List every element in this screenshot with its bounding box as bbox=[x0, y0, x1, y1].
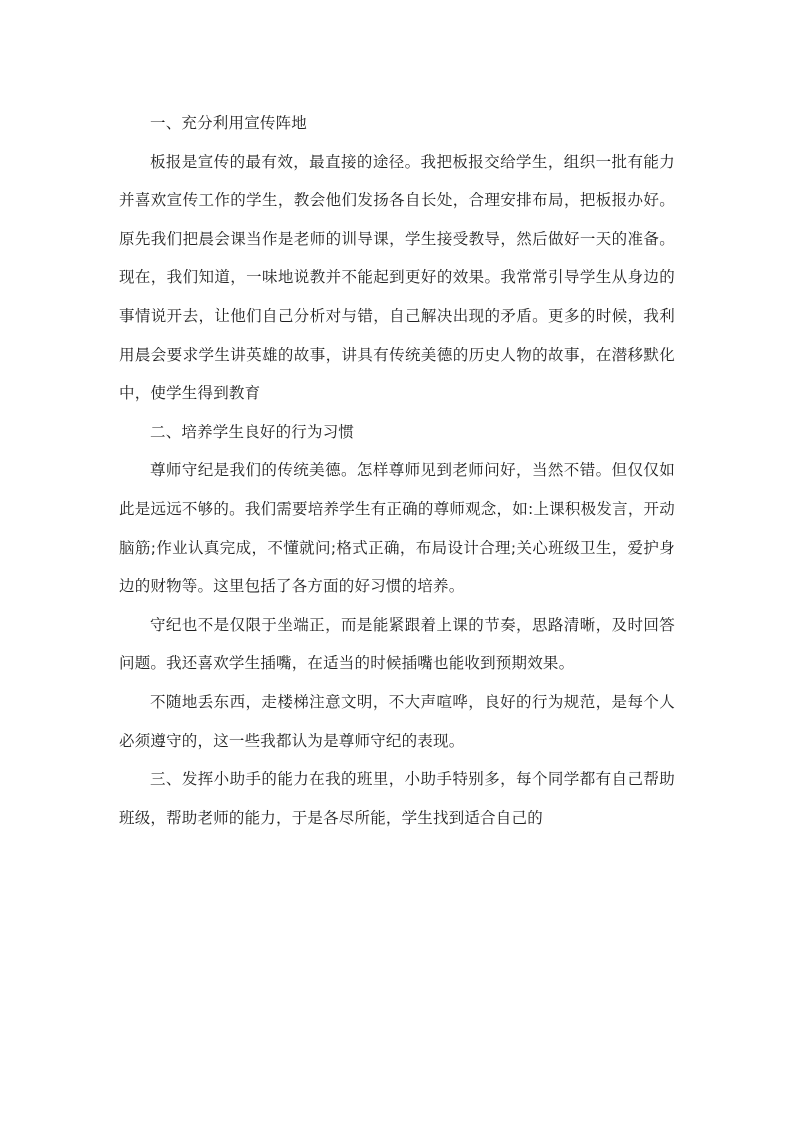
paragraph-blackboard: 板报是宣传的最有效，最直接的途径。我把板报交给学生，组织一批有能力并喜欢宣传工作的学生，教会他们发扬各自长处，合理安排布局，把板报办好。原先我们把晨会课当作是老师的训导课，学生接受教导，然后做好一天的准备。现在，我们知道，一味地说教并不能起到更好的效果。我常常引导学生从身边的事情说开去，让他们自己分析对与错，自己解决出现的矛盾。更多的时候，我利用晨会要求学生讲英雄的故事，讲具有传统美德的历史人物的故事，在潜移默化中，使学生得到教育 bbox=[119, 152, 675, 403]
document-body bbox=[119, 104, 675, 837]
section-heading-3: 三、发挥小助手的能力在我的班里，小助手特别多，每个同学都有自己帮助班级，帮助老师的能力，于是各尽所能，学生找到适合自己的 bbox=[119, 770, 675, 827]
paragraph-respect-teachers: 尊师守纪是我们的传统美德。怎样尊师见到老师问好，当然不错。但仅仅如此是远远不够的。我们需要培养学生有正确的尊师观念，如:上课积极发言，开动脑筋;作业认真完成，不懂就问;格式正确，布局设计合理;关心班级卫生，爱护身边的财物等。这里包括了各方面的好习惯的培养。 bbox=[119, 461, 675, 596]
paragraph-behavior: 不随地丢东西，走楼梯注意文明，不大声喧哗，良好的行为规范，是每个人必须遵守的，这一些我都认为是尊师守纪的表现。 bbox=[119, 692, 675, 750]
section-heading-2: 二、培养学生良好的行为习惯 bbox=[150, 422, 355, 441]
section-heading-1: 一、充分利用宣传阵地 bbox=[150, 114, 308, 132]
paragraph-discipline: 守纪也不是仅限于坐端正，而是能紧跟着上课的节奏，思路清晰，及时回答问题。我还喜欢学生插嘴，在适当的时候插嘴也能收到预期效果。 bbox=[119, 615, 675, 673]
